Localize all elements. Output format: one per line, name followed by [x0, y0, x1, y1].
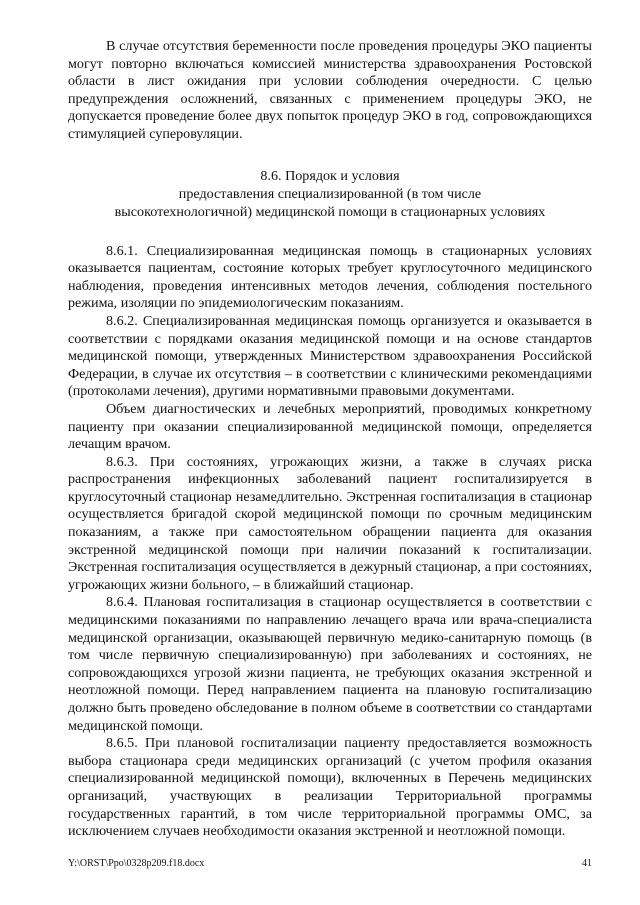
- document-page: [68, 38, 592, 841]
- section-heading: [68, 167, 592, 221]
- paragraph-8-6-4: 8.6.4. Плановая госпитализация в стационар осуществляется в соответствии с медицинскими показаниями по направлению лечащего врача или врача-специалиста медицинской организации, оказывающей первичную медико-санитарную помощь (в том числе первичную специализированную) при заболеваниях и состояниях, не сопровождающихся угрозой жизни пациента, не требующих оказания экстренной и неотложной помощи. Перед направлением пациента на плановую госпитализацию должно быть проведено обследование в полном объеме в соответствии со стандартами медицинской помощи.: [68, 594, 592, 734]
- paragraph-8-6-1: 8.6.1. Специализированная медицинская помощь в стационарных условиях оказывается пациентам, состояние которых требует круглосуточного медицинского наблюдения, проведения интенсивных методов лечения, соблюдения постельного режима, изоляции по эпидемиологическим показаниям.: [68, 242, 592, 312]
- section-heading-line-1: 8.6. Порядок и условия: [260, 167, 400, 184]
- paragraph-8-6-3: 8.6.3. При состояниях, угрожающих жизни, а также в случаях риска распространения инфекционных заболеваний пациент госпитализируется в круглосуточный стационар незамедлительно. Экстренная госпитализация в стационар осуществляется бригадой скорой медицинской помощи по срочным медицинским показаниям, а также при самостоятельном обращении пациента для оказания экстренной медицинской помощи при наличии показаний к госпитализации. Экстренная госпитализация осуществляется в дежурный стационар, а при состояниях, угрожающих жизни больного, – в ближайший стационар.: [68, 453, 592, 593]
- footer-file-path: Y:\ORST\Ppo\0328p209.f18.docx: [68, 858, 205, 869]
- paragraph-eco-waitlist: В случае отсутствия беременности после проведения процедуры ЭКО пациенты могут повторно включаться комиссией министерства здравоохранения Ростовской области в лист ожидания при условии соблюдения очередности. С целью предупреждения осложнений, связанных с применением процедуры ЭКО, не допускается проведение более двух попыток процедур ЭКО в год, сопровождающихся стимуляцией суперовуляции.: [68, 38, 592, 142]
- paragraph-8-6-2: 8.6.2. Специализированная медицинская помощь организуется и оказывается в соответствии с порядками оказания медицинской помощи и на основе стандартов медицинской помощи, утвержденных Министерством здравоохранения Российской Федерации, в случае их отсутствия – в соответствии с клиническими рекомендациями (протоколами лечения), другими нормативными правовыми документами.: [68, 312, 592, 400]
- paragraph-8-6-5: 8.6.5. При плановой госпитализации пациенту предоставляется возможность выбора стационара среди медицинских организаций (с учетом профиля оказания специализированной медицинской помощи), включенных в Перечень медицинских организаций, участвующих в реализации Территориальной программы государственных гарантий, в том числе территориальной программы ОМС, за исключением случаев необходимости оказания экстренной и неотложной помощи.: [68, 735, 592, 840]
- section-heading-line-3: высокотехнологичной) медицинской помощи в стационарных условиях: [114, 203, 546, 220]
- paragraph-scope: Объем диагностических и лечебных мероприятий, проводимых конкретному пациенту при оказании специализированной медицинской помощи, определяется лечащим врачом.: [68, 400, 592, 453]
- section-heading-line-2: предоставления специализированной (в том числе: [178, 185, 482, 202]
- page-number: 41: [582, 858, 592, 869]
- page-footer: [68, 857, 592, 871]
